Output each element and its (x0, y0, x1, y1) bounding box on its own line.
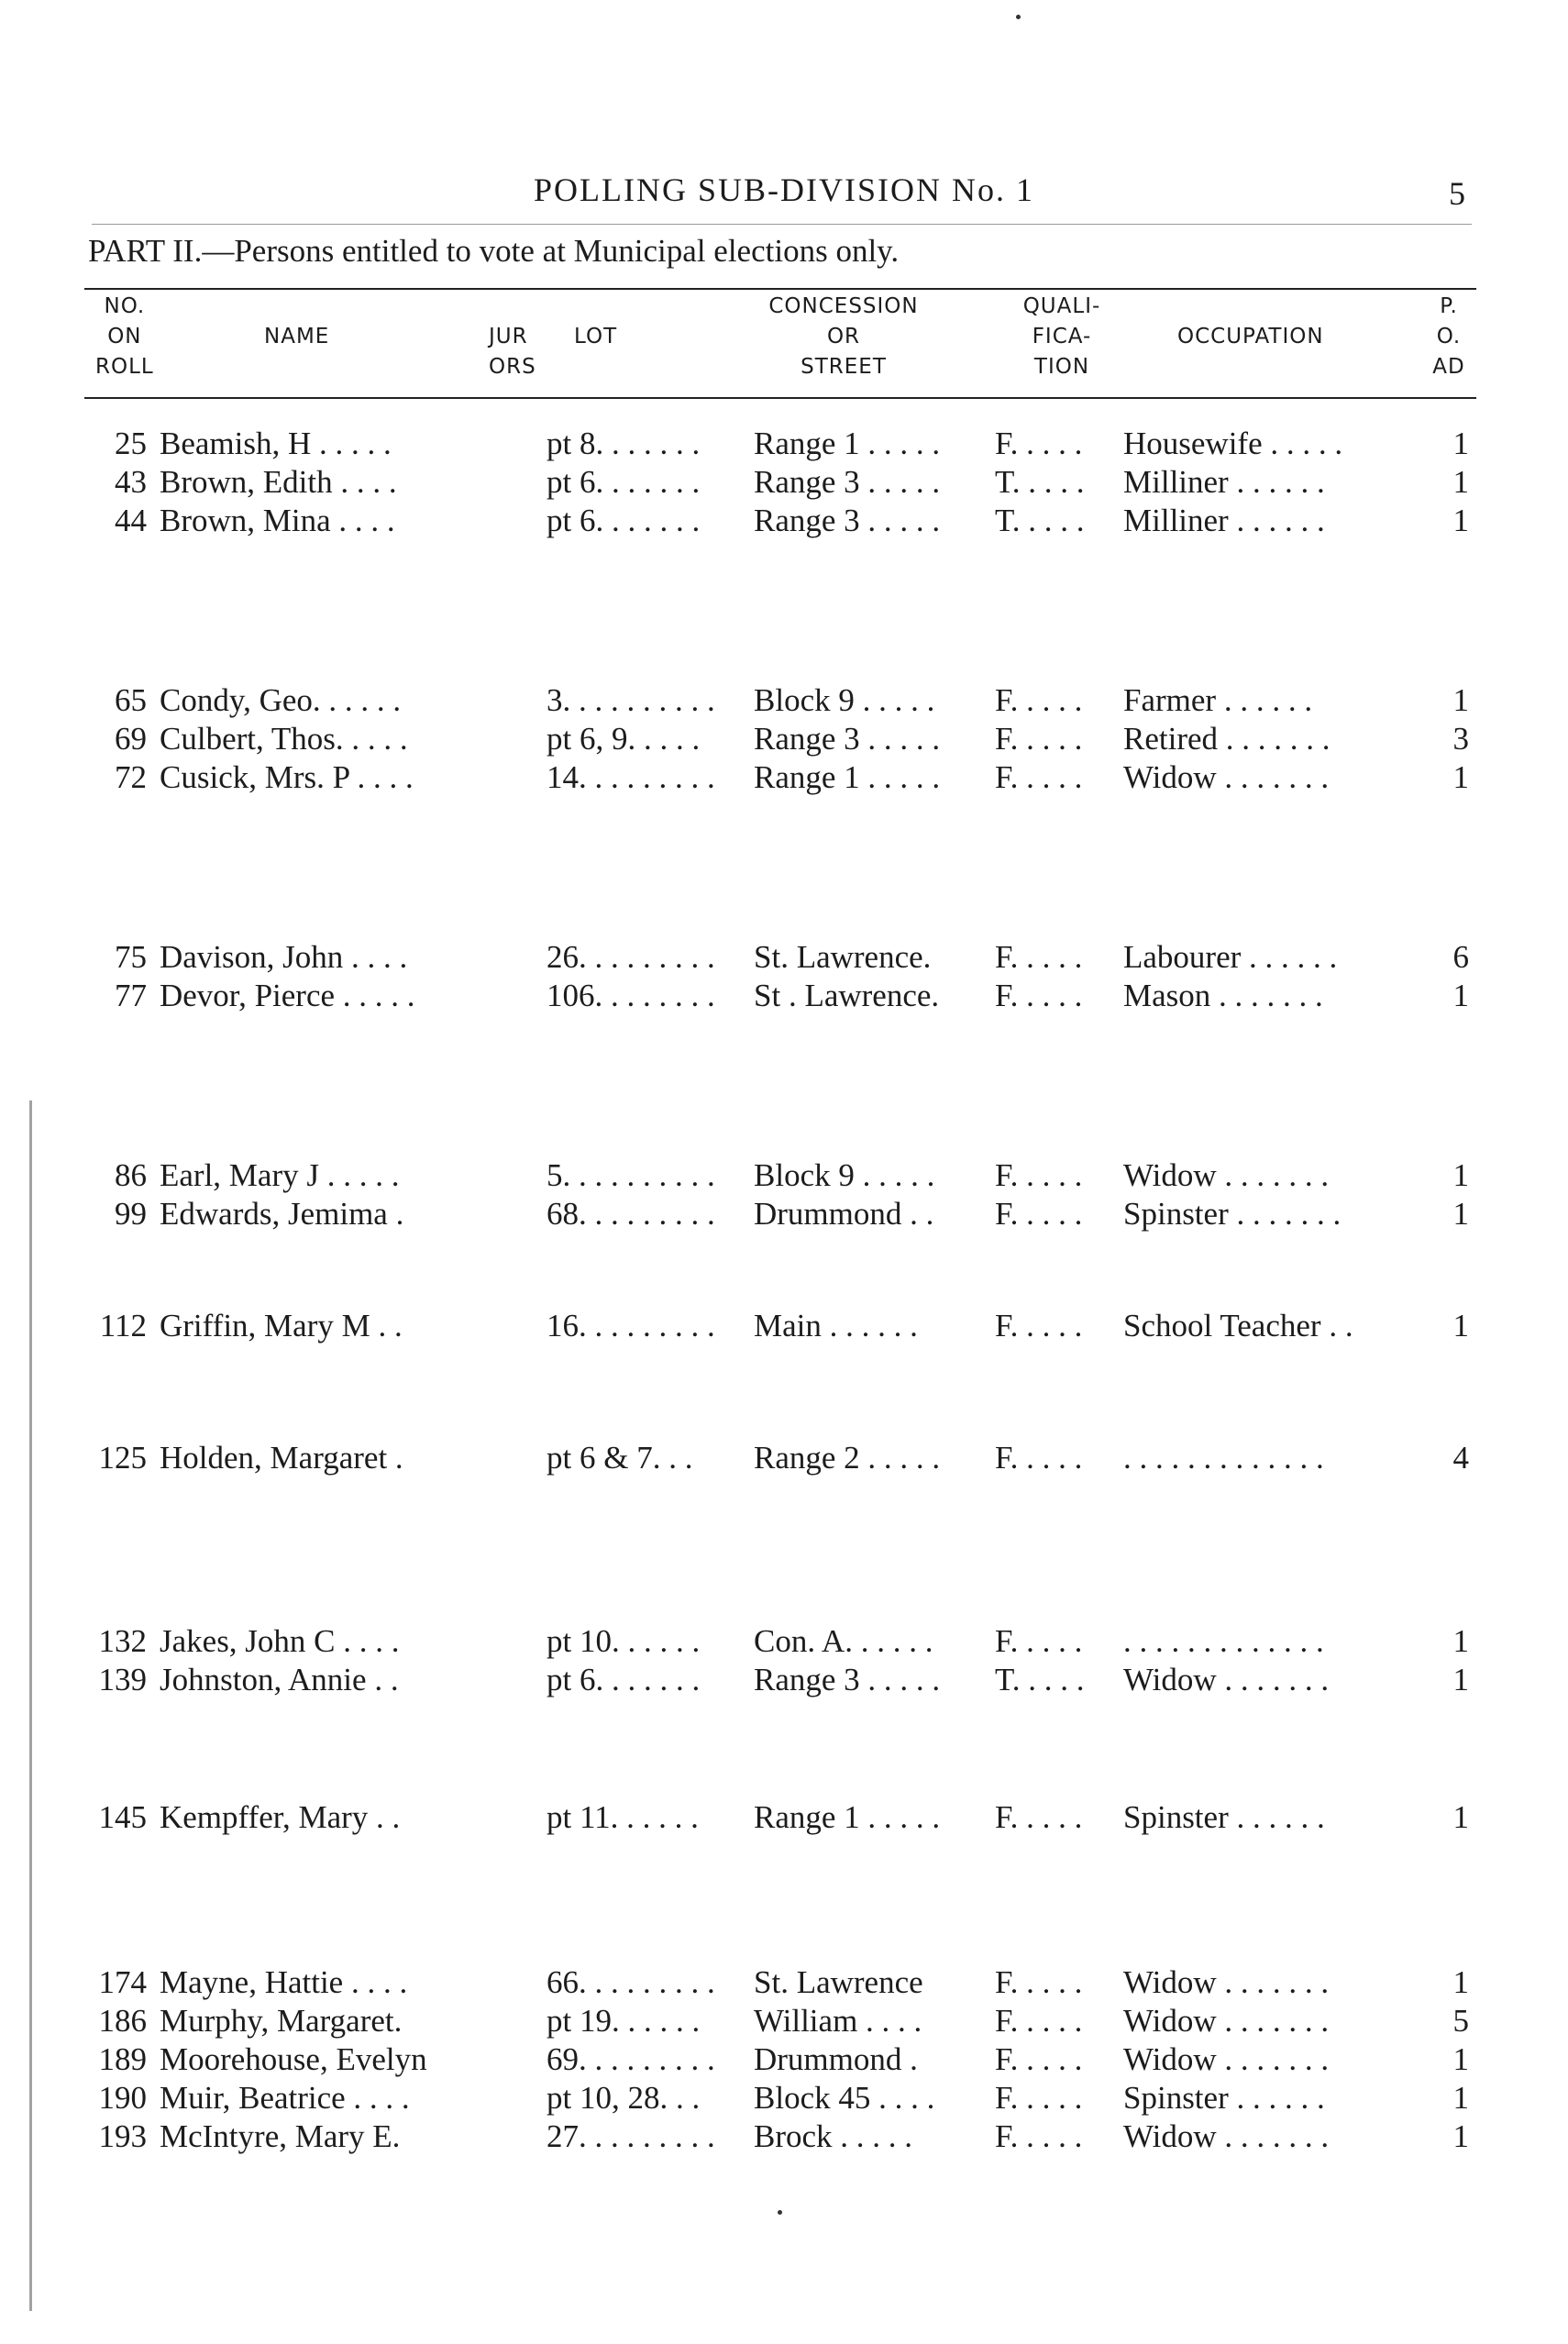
occupation: Retired . . . . . . . (1123, 721, 1331, 757)
voter-row (0, 759, 1568, 798)
header-rule-top (84, 288, 1476, 290)
lot-number: pt 10. . . . . . (547, 1623, 701, 1659)
voter-row (0, 721, 1568, 759)
post-office-address: 1 (1452, 682, 1469, 718)
roll-number: 125 (98, 1440, 147, 1476)
qualification: F. . . . . (995, 2118, 1083, 2154)
voter-row (0, 939, 1568, 978)
post-office-address: 1 (1452, 464, 1469, 500)
lot-number: 16. . . . . . . . . (547, 1308, 715, 1343)
occupation: Widow . . . . . . . (1123, 2041, 1330, 2077)
qualification: F. . . . . (995, 1964, 1083, 2000)
roll-number: 139 (98, 1662, 147, 1697)
voter-row (0, 426, 1568, 464)
column-header-qualification: QUALI- FICA- TION (1022, 294, 1101, 379)
scan-speck (1016, 15, 1021, 19)
concession-or-street: Range 1 . . . . . (754, 759, 941, 795)
roll-number: 190 (98, 2080, 147, 2116)
post-office-address: 1 (1452, 1196, 1469, 1232)
lot-number: 3. . . . . . . . . . (547, 682, 715, 718)
concession-or-street: St. Lawrence (754, 1964, 923, 2000)
post-office-address: 4 (1452, 1440, 1469, 1476)
post-office-address: 1 (1452, 1623, 1469, 1659)
qualification: F. . . . . (995, 1623, 1083, 1659)
voter-row (0, 1196, 1568, 1234)
voter-row (0, 1623, 1568, 1662)
lot-number: pt 6. . . . . . . (547, 503, 701, 538)
voter-row (0, 978, 1568, 1016)
voter-name: Kempffer, Mary . . (160, 1799, 401, 1835)
page-title: POLLING SUB-DIVISION No. 1 (534, 171, 1034, 208)
occupation: Widow . . . . . . . (1123, 1157, 1330, 1193)
voter-row (0, 1799, 1568, 1838)
lot-number: pt 6. . . . . . . (547, 1662, 701, 1697)
voter-name: Murphy, Margaret. (160, 2003, 403, 2039)
post-office-address: 3 (1452, 721, 1469, 757)
voter-row (0, 1662, 1568, 1700)
voter-row (0, 1964, 1568, 2003)
qualification: F. . . . . (995, 759, 1083, 795)
concession-or-street: Range 3 . . . . . (754, 464, 941, 500)
qualification: F. . . . . (995, 426, 1083, 461)
voter-row (0, 682, 1568, 721)
roll-number: 145 (98, 1799, 147, 1835)
roll-number: 86 (115, 1157, 147, 1193)
title-rule (92, 224, 1472, 225)
scan-speck (778, 2210, 782, 2215)
roll-number: 99 (115, 1196, 147, 1232)
roll-number: 77 (115, 978, 147, 1013)
concession-or-street: Drummond . . (754, 1196, 934, 1232)
header-rule-bottom (84, 397, 1476, 399)
roll-number: 189 (98, 2041, 147, 2077)
lot-number: pt 8. . . . . . . (547, 426, 701, 461)
voter-row (0, 1157, 1568, 1196)
post-office-address: 1 (1452, 426, 1469, 461)
roll-number: 186 (98, 2003, 147, 2039)
page-number: 5 (1449, 175, 1465, 212)
column-header-name: NAME (264, 325, 330, 348)
qualification: F. . . . . (995, 1799, 1083, 1835)
occupation: Milliner . . . . . . (1123, 464, 1325, 500)
concession-or-street: Range 2 . . . . . (754, 1440, 941, 1476)
qualification: T. . . . . (995, 503, 1085, 538)
occupation: Spinster . . . . . . (1123, 1799, 1325, 1835)
voter-row (0, 464, 1568, 503)
voter-name: Culbert, Thos. . . . . (160, 721, 408, 757)
lot-number: pt 6, 9. . . . . (547, 721, 701, 757)
post-office-address: 5 (1452, 2003, 1469, 2039)
lot-number: 68. . . . . . . . . (547, 1196, 715, 1232)
lot-number: 66. . . . . . . . . (547, 1964, 715, 2000)
voter-name: Earl, Mary J . . . . . (160, 1157, 400, 1193)
lot-number: 106. . . . . . . . (547, 978, 715, 1013)
concession-or-street: Block 9 . . . . . (754, 1157, 935, 1193)
roll-number: 44 (115, 503, 147, 538)
concession-or-street: Brock . . . . . (754, 2118, 913, 2154)
lot-number: pt 6 & 7. . . (547, 1440, 693, 1476)
column-header-lot: LOT (574, 325, 618, 348)
occupation: Spinster . . . . . . (1123, 2080, 1325, 2116)
column-header-po: P. O. AD (1432, 294, 1465, 379)
qualification: F. . . . . (995, 2041, 1083, 2077)
voter-row (0, 1440, 1568, 1478)
roll-number: 75 (115, 939, 147, 975)
voter-name: Cusick, Mrs. P . . . . (160, 759, 414, 795)
post-office-address: 1 (1452, 2080, 1469, 2116)
voter-name: Johnston, Annie . . (160, 1662, 399, 1697)
roll-number: 25 (115, 426, 147, 461)
qualification: F. . . . . (995, 682, 1083, 718)
voter-name: Davison, John . . . . (160, 939, 408, 975)
qualification: F. . . . . (995, 978, 1083, 1013)
voter-row (0, 2080, 1568, 2118)
voter-name: Griffin, Mary M . . (160, 1308, 403, 1343)
column-header-no-on-roll: NO. ON ROLL (95, 294, 154, 379)
concession-or-street: Con. A. . . . . . (754, 1623, 933, 1659)
post-office-address: 1 (1452, 1308, 1469, 1343)
concession-or-street: Range 3 . . . . . (754, 503, 941, 538)
roll-number: 174 (98, 1964, 147, 2000)
post-office-address: 1 (1452, 1157, 1469, 1193)
voter-row (0, 2118, 1568, 2157)
lot-number: pt 10, 28. . . (547, 2080, 701, 2116)
column-header-occupation: OCCUPATION (1177, 325, 1324, 348)
lot-number: pt 6. . . . . . . (547, 464, 701, 500)
post-office-address: 1 (1452, 503, 1469, 538)
column-header-concession: CONCESSION OR STREET (768, 294, 919, 379)
voter-name: Moorehouse, Evelyn (160, 2041, 427, 2077)
concession-or-street: St. Lawrence. (754, 939, 932, 975)
voter-row (0, 1308, 1568, 1346)
voter-name: Devor, Pierce . . . . . (160, 978, 415, 1013)
voter-name: Beamish, H . . . . . (160, 426, 392, 461)
concession-or-street: Range 3 . . . . . (754, 721, 941, 757)
roll-number: 132 (98, 1623, 147, 1659)
voter-name: Mayne, Hattie . . . . (160, 1964, 408, 2000)
concession-or-street: Block 45 . . . . (754, 2080, 935, 2116)
concession-or-street: Drummond . (754, 2041, 918, 2077)
occupation: Widow . . . . . . . (1123, 2118, 1330, 2154)
voter-name: Condy, Geo. . . . . . (160, 682, 402, 718)
roll-number: 72 (115, 759, 147, 795)
voter-row (0, 2003, 1568, 2041)
concession-or-street: Range 1 . . . . . (754, 1799, 941, 1835)
part-heading: PART II.—Persons entitled to vote at Municipal elections only. (88, 233, 900, 269)
scan-margin-mark (29, 1100, 32, 2311)
occupation: Widow . . . . . . . (1123, 1964, 1330, 2000)
occupation: Labourer . . . . . . (1123, 939, 1338, 975)
voter-name: Brown, Mina . . . . (160, 503, 395, 538)
roll-number: 65 (115, 682, 147, 718)
qualification: F. . . . . (995, 1308, 1083, 1343)
post-office-address: 6 (1452, 939, 1469, 975)
concession-or-street: Range 3 . . . . . (754, 1662, 941, 1697)
qualification: F. . . . . (995, 1440, 1083, 1476)
lot-number: 27. . . . . . . . . (547, 2118, 715, 2154)
post-office-address: 1 (1452, 1799, 1469, 1835)
occupation: Spinster . . . . . . . (1123, 1196, 1342, 1232)
occupation: Milliner . . . . . . (1123, 503, 1325, 538)
lot-number: 26. . . . . . . . . (547, 939, 715, 975)
post-office-address: 1 (1452, 978, 1469, 1013)
voter-name: McIntyre, Mary E. (160, 2118, 401, 2154)
post-office-address: 1 (1452, 2118, 1469, 2154)
concession-or-street: Block 9 . . . . . (754, 682, 935, 718)
column-header-jurors: JUR ORS (489, 325, 536, 379)
roll-number: 193 (98, 2118, 147, 2154)
occupation: Widow . . . . . . . (1123, 1662, 1330, 1697)
voter-name: Brown, Edith . . . . (160, 464, 397, 500)
post-office-address: 1 (1452, 1964, 1469, 2000)
qualification: F. . . . . (995, 1196, 1083, 1232)
occupation: Widow . . . . . . . (1123, 759, 1330, 795)
voter-row (0, 503, 1568, 541)
concession-or-street: William . . . . (754, 2003, 922, 2039)
lot-number: pt 11. . . . . . (547, 1799, 699, 1835)
voter-name: Muir, Beatrice . . . . (160, 2080, 410, 2116)
qualification: F. . . . . (995, 721, 1083, 757)
roll-number: 43 (115, 464, 147, 500)
lot-number: pt 19. . . . . . (547, 2003, 701, 2039)
voter-row (0, 2041, 1568, 2080)
occupation: Farmer . . . . . . (1123, 682, 1313, 718)
post-office-address: 1 (1452, 759, 1469, 795)
qualification: F. . . . . (995, 2080, 1083, 2116)
roll-number: 112 (99, 1308, 147, 1343)
voter-name: Jakes, John C . . . . (160, 1623, 400, 1659)
occupation: School Teacher . . (1123, 1308, 1353, 1343)
concession-or-street: Main . . . . . . (754, 1308, 918, 1343)
occupation: . . . . . . . . . . . . . (1123, 1440, 1324, 1476)
concession-or-street: Range 1 . . . . . (754, 426, 941, 461)
occupation: . . . . . . . . . . . . . (1123, 1623, 1324, 1659)
post-office-address: 1 (1452, 1662, 1469, 1697)
voter-name: Edwards, Jemima . (160, 1196, 404, 1232)
post-office-address: 1 (1452, 2041, 1469, 2077)
occupation: Housewife . . . . . (1123, 426, 1343, 461)
qualification: F. . . . . (995, 1157, 1083, 1193)
lot-number: 5. . . . . . . . . . (547, 1157, 715, 1193)
occupation: Widow . . . . . . . (1123, 2003, 1330, 2039)
lot-number: 69. . . . . . . . . (547, 2041, 715, 2077)
qualification: T. . . . . (995, 1662, 1085, 1697)
voter-name: Holden, Margaret . (160, 1440, 403, 1476)
qualification: T. . . . . (995, 464, 1085, 500)
qualification: F. . . . . (995, 2003, 1083, 2039)
concession-or-street: St . Lawrence. (754, 978, 940, 1013)
roll-number: 69 (115, 721, 147, 757)
occupation: Mason . . . . . . . (1123, 978, 1323, 1013)
qualification: F. . . . . (995, 939, 1083, 975)
lot-number: 14. . . . . . . . . (547, 759, 715, 795)
